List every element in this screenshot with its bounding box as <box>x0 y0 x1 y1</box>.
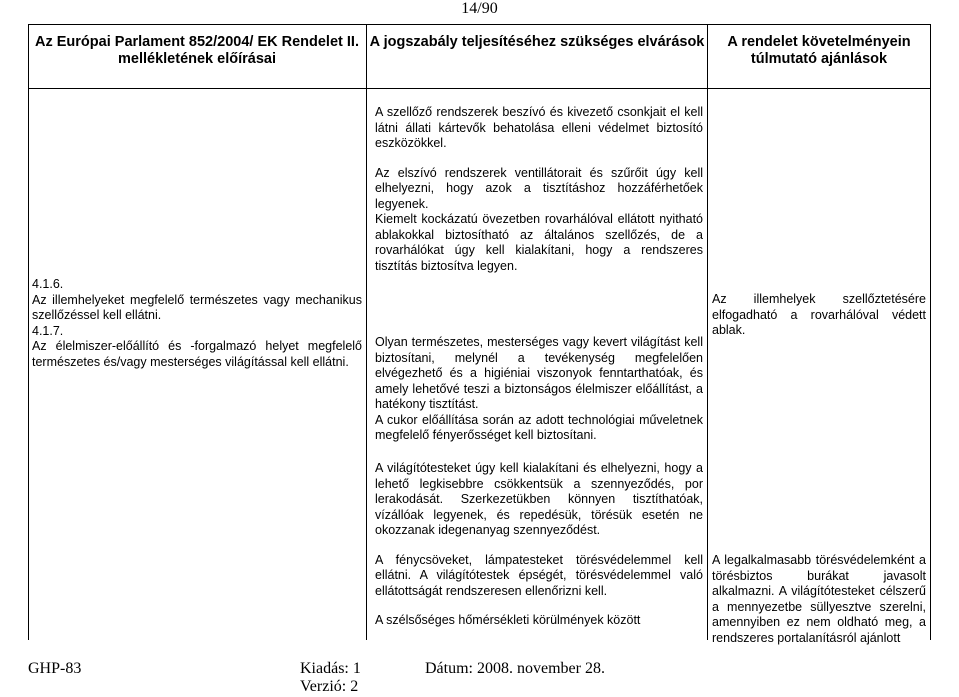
column-rule-1 <box>366 24 367 640</box>
column-rule-2 <box>707 24 708 640</box>
page-number: 14/90 <box>461 0 498 17</box>
paragraph: A szélsőséges hőmérsékleti körülmények között <box>375 613 641 627</box>
paragraph: Olyan természetes, mesterséges vagy kevert világítást kell biztosítani, melynél a tevékenység megfelelően elvégezhető és a higiéniai viszonyok fenntarthatóak, és amely lehetővé teszi a biztonságos élelmiszer előállítást, a hatékony tisztítást. <box>375 335 703 411</box>
paragraph: Az illemhelyek szellőztetésére elfogadható a rovarhálóval védett ablak. <box>712 292 926 337</box>
section-text: Az élelmiszer-előállító és -forgalmazó helyet megfelelő természetes és/vagy mesterséges világítással kell ellátni. <box>32 339 362 369</box>
lamp-requirements-cell <box>375 461 703 629</box>
paragraph: A legalkalmasabb törésvédelemként a törésbiztos burákat javasolt alkalmazni. A világítótesteket célszerű a mennyezetbe süllyesztve szerelni, amennyiben ez nem oldható meg, a rendszeres portalanításról ajánlott <box>712 553 926 645</box>
section-text: Az illemhelyeket megfelelő természetes vagy mechanikus szellőzéssel kell ellátni. <box>32 292 362 322</box>
section-number: 4.1.6. <box>32 277 64 291</box>
footer-doc-id: GHP-83 <box>28 660 82 677</box>
paragraph: A világítótesteket úgy kell kialakítani és elhelyezni, hogy a lehető legkisebbre csökkentsük a szennyeződés, por lerakodását. Szerkezetükben könnyen tisztíthatóak, vízállóak legyenek, és repedésük, törésük esetén ne okozzanak idegenanyag szennyeződést. <box>375 461 703 537</box>
footer-edition: Kiadás: 1 <box>300 660 361 677</box>
section-number: 4.1.7. <box>32 323 64 338</box>
column-header-recommendations: A rendelet követelményein túlmutató ajánlások <box>727 34 911 67</box>
table-top-rule <box>28 24 931 25</box>
requirements-cell <box>375 105 703 274</box>
paragraph: Az elszívó rendszerek ventillátorait és szűrőit úgy kell elhelyezni, hogy azok a tisztításhoz hozzáférhetőek legyenek. <box>375 165 703 211</box>
footer-date: Dátum: 2008. november 28. <box>425 660 605 677</box>
column-header-regulation: Az Európai Parlament 852/2004/ EK Rendelet II. mellékletének előírásai <box>35 34 359 67</box>
table-right-rule <box>930 24 931 640</box>
paragraph: Kiemelt kockázatú övezetben rovarhálóval ellátott nyitható ablakokkal biztosítható az általános szellőzés, de a rovarhálókat úgy kell kialakítani, hogy a rendszeres tisztítás biztosítva legyen. <box>375 212 703 273</box>
paragraph: A fénycsöveket, lámpatesteket törésvédelemmel kell ellátni. A világítótestek épségét, törésvédelemmel való ellátottságát rendszeresen ellenőrizni kell. <box>375 552 703 598</box>
header-bottom-rule <box>28 88 931 89</box>
footer-version: Verzió: 2 <box>300 678 359 695</box>
paragraph: A cukor előállítása során az adott technológiai műveletnek megfelelő fényerősséget kell biztosítani. <box>375 412 703 442</box>
paragraph: A szellőző rendszerek beszívó és kivezető csonkjait el kell látni állati kártevők behatolása elleni védelmet biztosító eszközökkel. <box>375 105 703 150</box>
lighting-requirements-cell <box>375 335 703 444</box>
table-left-rule <box>28 24 29 640</box>
column-header-requirements: A jogszabály teljesítéséhez szükséges elvárások <box>369 34 705 50</box>
recommendation-cell <box>712 553 926 646</box>
recommendation-cell <box>712 292 926 339</box>
regulation-cell <box>32 277 362 370</box>
